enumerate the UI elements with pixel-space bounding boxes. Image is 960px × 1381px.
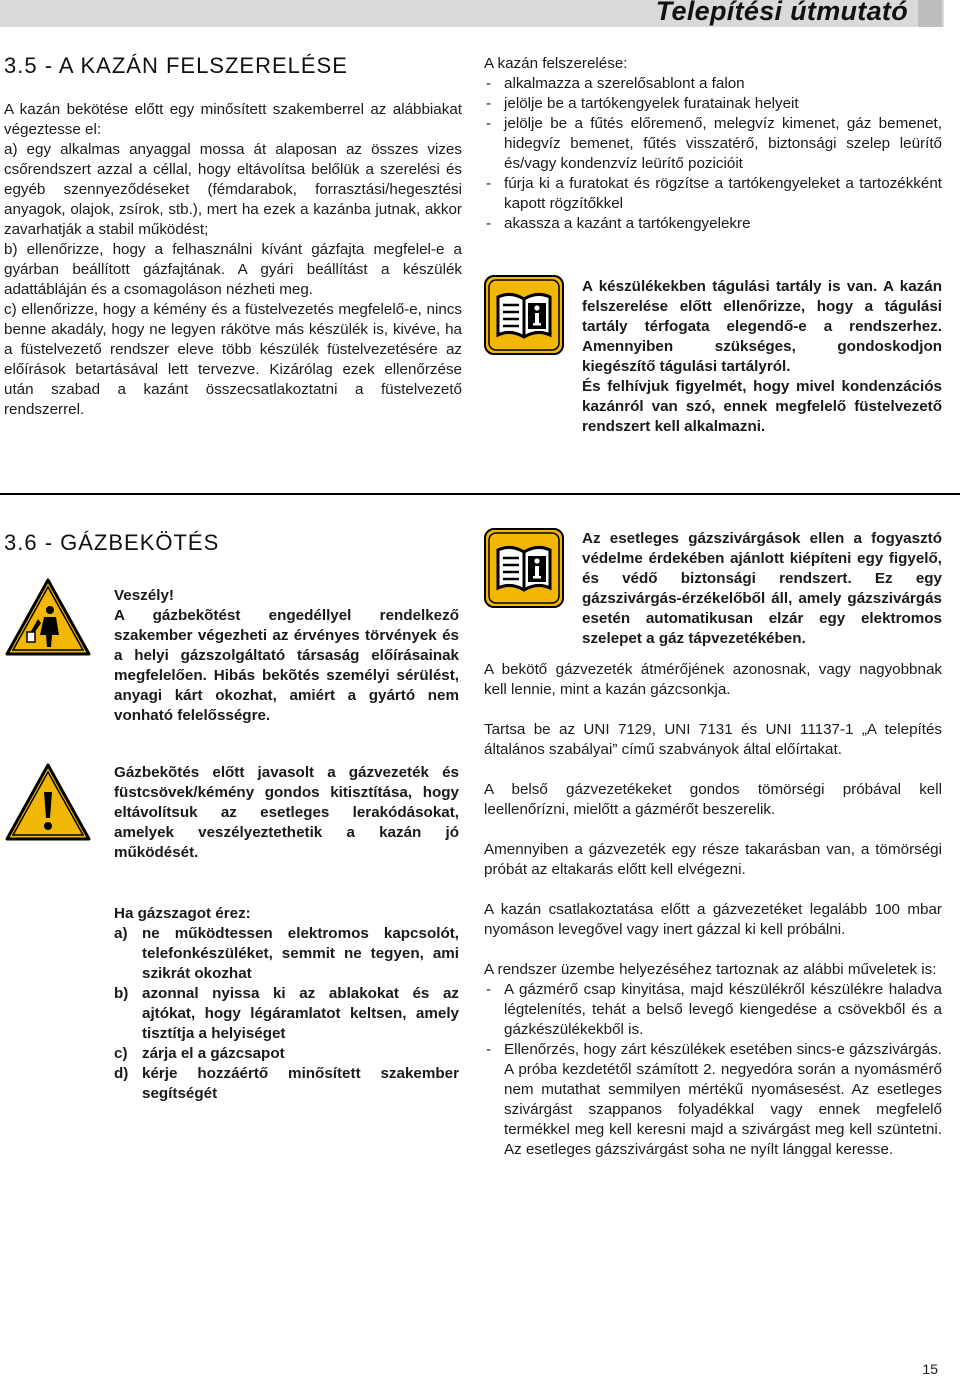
- paragraph: A bekötő gázvezeték átmérőjének azonosnak, vagy nagyobbnak kell lennie, mint a kazán gázcsonkja.: [484, 661, 942, 698]
- danger-title: Veszély!: [114, 587, 174, 604]
- gas-smell-instructions: [114, 904, 459, 1104]
- list-item: d) kérje hozzáértő minősített szakember segítségét: [114, 1065, 459, 1102]
- item-a: a) egy alkalmas anyaggal mossa át alaposan az összes vizes csőrendszert azzal a céllal, hogy eltávolítsa belőlük a szerelési és egyéb szennyeződéseket (fémdarabok, forrasztási/hegesztési anyagok, olajok, zsírok, stb.), mert ha ezek a kazánba jutnak, akkor zavarhatják a stabil működést;: [4, 141, 462, 238]
- section-divider: [0, 493, 960, 495]
- list-item: - alkalmazza a szerelősablont a falon: [484, 74, 942, 94]
- paragraph: Tartsa be az UNI 7129, UNI 7131 és UNI 11137-1 „A telepítés általános szabályai” című szabványok által előírtakat.: [484, 721, 942, 758]
- list-item: - Ellenőrzés, hogy zárt készülékek esetében sincs-e gázszivárgás. A próba kezdetétől számított 2. negyedóra során a nyomásmérő nem mutathat semmilyen mértékű nyomásesést. Az esetleges szivárgást szappanos folyadékkal vagy ennek megfelelő termékkel meg kell keresni majd a szivárgást meg kell szüntetni. Az esetleges gázszivárgást soha ne nyílt lánggal keresse.: [484, 1040, 942, 1160]
- section-3-6-right: [484, 660, 942, 1160]
- list-item: c) zárja el a gázcsapot: [114, 1045, 285, 1062]
- paragraph: A rendszer üzembe helyezéséhez tartoznak az alábbi műveletek is:: [484, 961, 937, 978]
- cleaning-notice: Gázbekõtés előtt javasolt a gázvezeték és füstcsövek/kémény gondos kitisztítása, hogy eltávolítsuk az esetleges lerakódásokat, amelyek veszélyeztethetik a kazán jó működését.: [114, 764, 459, 861]
- list-item: - jelölje be a tartókengyelek furatainak helyeit: [484, 94, 942, 114]
- mounting-steps: [484, 74, 942, 234]
- item-c: c) ellenőrizze, hogy a kémény és a füstelvezetés megfelelő-e, nincs benne akadály, hogy ne legyen rákötve más készülék is, kivéve, ha a füstelvezető rendszer eleve több készülék füstelvezetésére az előírások betartásával lett tervezve. Kizárólag ezek ellenőrzése után szabad a kazánt összecsatlakoztatni a füstelvezető rendszerrel.: [4, 301, 462, 418]
- expansion-tank-note: A készülékekben tágulási tartály is van. A kazán felszerelése előtt ellenőrizze, hogy a tágulási tartály térfogata elegendő-e a rendszerhez. Amennyiben szükséges, gondoskodjon kiegészítő tágulási tartályról. És felhívjuk figyelmét, hogy mivel kondenzációs kazánról van szó, ennek megfelelő füstelvezető rendszert kell alkalmazni.: [582, 278, 942, 435]
- mounting-intro: A kazán felszerelése:: [484, 55, 628, 72]
- list-item: - fúrja ki a furatokat és rögzítse a tartókengyeleket a tartozékként kapott rögzítőkkel: [484, 174, 942, 214]
- leak-detector-note: Az esetleges gázszivárgások ellen a fogyasztó védelme érdekében ajánlott kiépíteni egy figyelő, és védő biztonsági rendszert. Ez egy gázszivárgás-érzékelőből áll, amely gázszivárgás esetén automatikusan elzár egy elektromos szelepet a gáz tápvezetékében.: [582, 530, 942, 647]
- page-header-title: Telepítési útmutató: [655, 0, 908, 26]
- electric-hazard-icon: [4, 577, 92, 657]
- commissioning-steps: [484, 980, 942, 1160]
- list-item: b) azonnal nyissa ki az ablakokat és az ajtókat, hogy légáramlatot keltsen, amely tisztítja a helyiséget: [114, 985, 459, 1042]
- paragraph: A belső gázvezetékeket gondos tömörségi próbával kell leellenőrízni, mielőtt a gázmérőt beszerelik.: [484, 781, 942, 818]
- section-3-5-left: [4, 100, 462, 420]
- section-heading-3-5: 3.5 - A KAZÁN FELSZERELÉSE: [4, 53, 348, 78]
- danger-text: A gázbekõtést engedéllyel rendelkező szakember végezheti az érvényes törvények és a helyi gázszolgáltató társaság előírásainak megfelelően. Hibás bekõtés személyi sérülést, anyagi kárt okozhat, amiért a gyártó nem vonható felelősségre.: [114, 607, 459, 724]
- paragraph: Amennyiben a gázvezeték egy része takarásban van, a tömörségi próbát az eltakarás előtt kell elvégezni.: [484, 841, 942, 878]
- danger-notice: [114, 586, 459, 726]
- section-3-5-right: [484, 54, 942, 234]
- paragraph: A kazán csatlakoztatása előtt a gázvezetéket legalább 100 mbar nyomáson levegővel vagy inert gázzal ki kell próbálni.: [484, 901, 942, 938]
- page-number: 15: [922, 1361, 938, 1377]
- list-item: - jelölje be a fűtés előremenő, melegvíz kimenet, gáz bemenet, hidegvíz bemenet, fűtés visszatérő, biztonsági szelep leürítő és/vagy kondenzvíz leürítő pozicióit: [484, 114, 942, 174]
- section-heading-3-6: 3.6 - GÁZBEKÖTÉS: [4, 530, 220, 555]
- gas-smell-title: Ha gázszagot érez:: [114, 905, 251, 922]
- list-item: a) ne működtessen elektromos kapcsolót, telefonkészüléket, semmit ne tegyen, ami szikrát okozhat: [114, 925, 459, 982]
- item-b: b) ellenőrizze, hogy a felhasználni kívánt gázfajta megfelel-e a gyárban beállított gázfajtának. A gyári beállítást a készülék adattábláján és a csomagoláson nézheti meg.: [4, 241, 462, 298]
- info-manual-icon: [484, 528, 564, 608]
- info-manual-icon: [484, 275, 564, 355]
- list-item: - A gázmérő csap kinyitása, majd készülékről készülékre haladva légtelenítés, tehát a belső levegő kiengedése a csövekből és a gázkészülékekből is.: [484, 980, 942, 1040]
- list-item: - akassza a kazánt a tartókengyelekre: [484, 214, 942, 234]
- header-accent: [918, 0, 942, 27]
- intro-paragraph: A kazán bekötése előtt egy minősített szakemberrel az alábbiakat végeztesse el:: [4, 101, 462, 138]
- warning-icon: [4, 762, 92, 842]
